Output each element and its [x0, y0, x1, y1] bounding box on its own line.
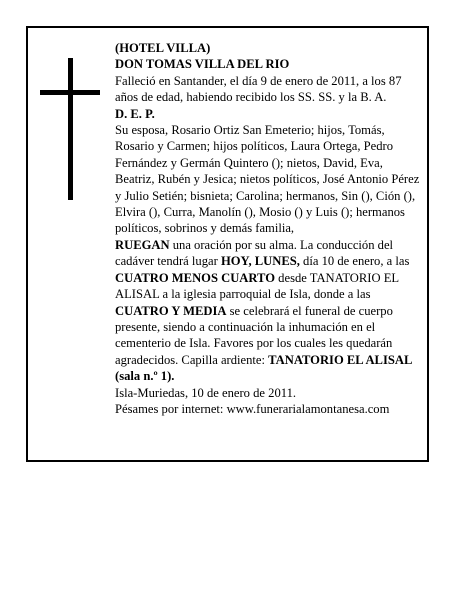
cross-horizontal-bar: [40, 90, 100, 95]
date-text: día 10 de enero, a las: [299, 254, 410, 269]
tanatorio-text: TANATORIO EL ALISAL (sala n.º 1).: [115, 352, 412, 384]
place-date: Isla-Muriedas, 10 de enero de 2011.: [115, 385, 297, 400]
funeral-time: CUATRO Y MEDIA: [115, 303, 227, 318]
cross-icon: [40, 58, 100, 200]
hotel-line: (HOTEL VILLA): [115, 41, 211, 55]
family-list: Su esposa, Rosario Ortiz San Emeterio; hijos, Tomás, Rosario y Carmen; hijos políticos, Laura Ortega, Pedro Fernández y Germán Quintero (); nietos, David, Eva, Beatriz, Rubén y Jesica; nietos políticos, José Antonio Pérez y Julio Setién; bisnieta; Carolina; hermanos, Sin (), Ción (), Elvira (), Curra, Manolín (), Mosio () y Luis (); hermanos políticos, sobrinos y demás familia,: [115, 123, 420, 236]
from-text: desde TANATORIO EL ALISAL a la iglesia parroquial de Isla, donde a las: [115, 270, 399, 302]
funeral-text: se celebrará el funeral de cuerpo presente, siendo a continuación la inhumación en el cementerio de Isla. Favores por los cuales les quedarán agradecidos. Capilla ardiente:: [115, 303, 393, 367]
dep-line: D. E. P.: [115, 106, 155, 121]
death-info: Falleció en Santander, el día 9 de enero de 2011, a los 87 años de edad, habiendo recibido los SS. SS. y la B. A.: [115, 73, 402, 105]
obituary-notice: [26, 26, 429, 462]
ruegan-text: RUEGAN: [115, 237, 170, 252]
deceased-name: DON TOMAS VILLA DEL RIO: [115, 57, 290, 72]
hoy-lunes-text: HOY, LUNES,: [220, 254, 300, 269]
ruegan-rest-text: una oración por su alma. La conducción del cadáver tendrá lugar: [115, 237, 394, 269]
cross-vertical-bar: [68, 58, 73, 200]
notice-text: [115, 40, 421, 417]
condolences-line: Pésames por internet: www.funerarialamontanesa.com: [115, 401, 390, 416]
departure-time: CUATRO MENOS CUARTO: [115, 270, 276, 285]
ceremony-details: [115, 237, 421, 385]
